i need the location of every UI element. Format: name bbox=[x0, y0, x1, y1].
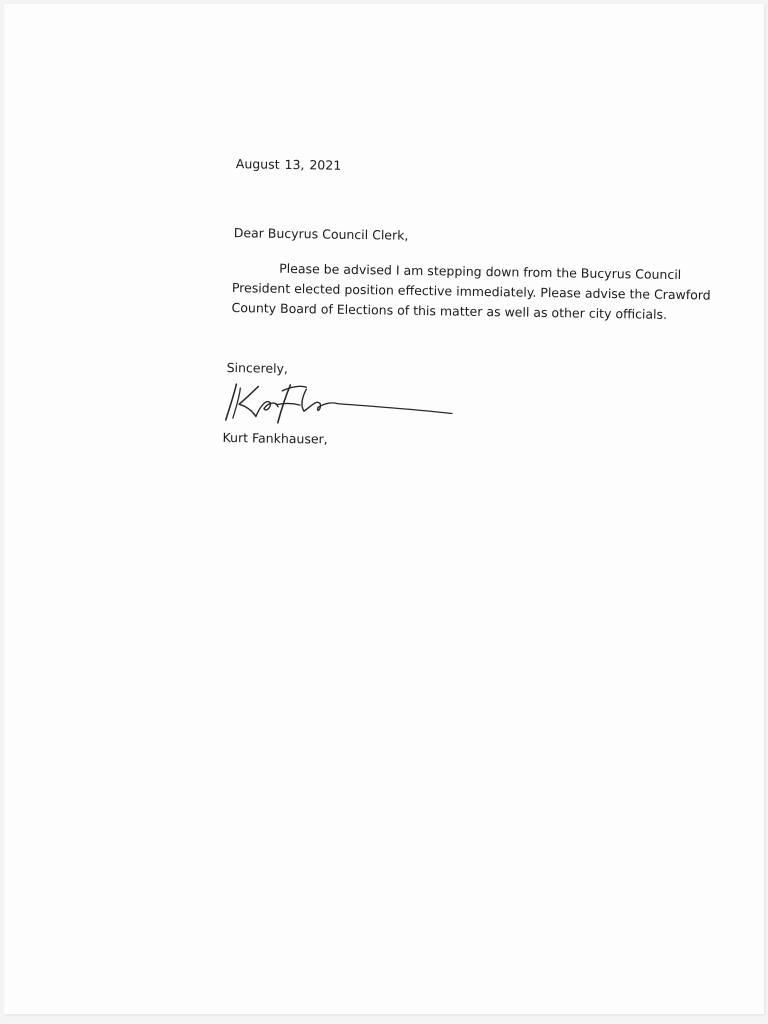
closing: Sincerely, bbox=[226, 359, 289, 376]
salutation: Dear Bucyrus Council Clerk, bbox=[233, 225, 409, 243]
letter-content bbox=[222, 154, 711, 447]
body-line-2: President elected position effective immediately. Please advise the Crawford bbox=[231, 280, 711, 303]
letter-date: August 13, 2021 bbox=[235, 156, 342, 173]
letter-body bbox=[231, 258, 711, 325]
handwritten-signature-icon bbox=[220, 376, 461, 432]
body-line-1: Please be advised I am stepping down from the Bucyrus Council bbox=[279, 260, 682, 283]
letter-page bbox=[4, 4, 764, 1014]
signer-name: Kurt Fankhauser, bbox=[222, 429, 328, 447]
body-line-3: County Board of Elections of this matter as well as other city officials. bbox=[231, 300, 668, 322]
